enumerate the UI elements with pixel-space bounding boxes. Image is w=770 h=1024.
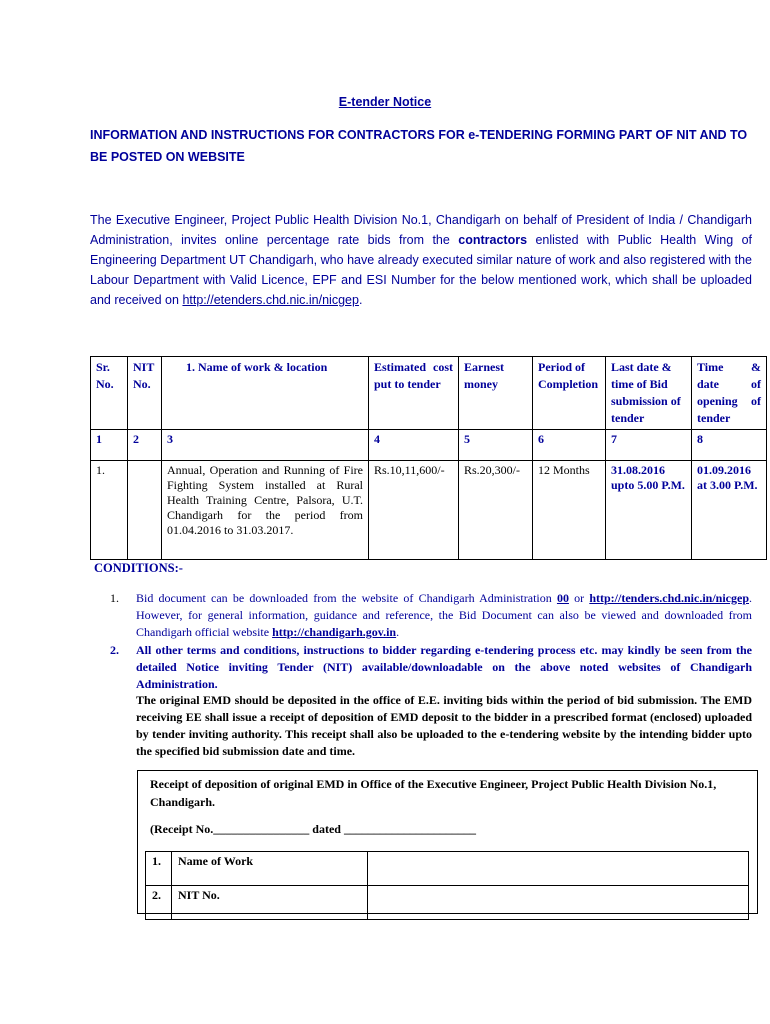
col-number: 2: [128, 430, 162, 461]
condition-number: 2.: [110, 643, 119, 657]
chandigarh-gov-link[interactable]: http://chandigarh.gov.in: [272, 625, 397, 639]
intro-paragraph: [90, 210, 752, 310]
table-row: [91, 461, 767, 560]
emd-paragraph: The original EMD should be deposited in the office of E.E. inviting bids within the period of bid submission. The EMD receiving EE shall issue a receipt of deposition of EMD deposit to the bidder in a prescribed format (enclosed) uploaded by tender inviting authority. This receipt shall also be uploaded to the e-tendering website by the intending bidder upto the specified bid submission date and time.: [136, 693, 752, 758]
col-number: 1: [91, 430, 128, 461]
col-number: 7: [606, 430, 692, 461]
receipt-row-label: Name of Work: [172, 852, 368, 886]
conditions-title: CONDITIONS:-: [94, 561, 183, 575]
receipt-row-num: 1.: [146, 852, 172, 886]
condition-text-part: .: [396, 625, 400, 639]
col-number: 3: [162, 430, 369, 461]
receipt-row-num: 2.: [146, 886, 172, 920]
table-header-row: [91, 357, 767, 430]
header-cost: Estimated cost put to tender: [369, 357, 459, 430]
condition-text: All other terms and conditions, instructions to bidder regarding e-tendering process etc. may kindly be seen from the detailed Notice inviting Tender (NIT) available/downloadable on the above noted websites of Chandigarh Administration.: [136, 643, 752, 691]
intro-bold: contractors: [458, 233, 528, 247]
condition-number: 1.: [110, 591, 119, 605]
cell-nit: [128, 461, 162, 560]
header-work: 1. Name of work & location: [162, 357, 369, 430]
cell-cost: Rs.10,11,600/-: [369, 461, 459, 560]
receipt-row-value[interactable]: [368, 852, 749, 886]
header-period: Period of Completion: [533, 357, 606, 430]
cell-work: Annual, Operation and Running of Fire Fighting System installed at Rural Health Training Centre, Palsora, U.T. Chandigarh for the period from 01.04.2016 to 31.03.2017.: [162, 461, 369, 560]
page-title: E-tender Notice: [338, 95, 432, 109]
condition-text-part: Bid document can be downloaded from the website of Chandigarh Administration: [136, 591, 557, 605]
intro-text-2: enlisted with Public Health Wing of Engineering Department UT Chandigarh, who have already executed similar nature of work and also registered with the Labour Department with Valid Licence, EPF and ESI Number for the below mentioned work, which shall be uploaded and received on: [90, 233, 752, 307]
condition-text: [136, 590, 752, 641]
header-sr: Sr. No.: [91, 357, 128, 430]
receipt-number-line: (Receipt No.________________ dated ______________________: [150, 822, 476, 836]
header-last-date: Last date & time of Bid submission of tender: [606, 357, 692, 430]
cell-period: 12 Months: [533, 461, 606, 560]
cell-opening: 01.09.2016 at 3.00 P.M.: [692, 461, 767, 560]
col-number: 4: [369, 430, 459, 461]
receipt-box: [137, 770, 758, 914]
cell-emd: Rs.20,300/-: [459, 461, 533, 560]
receipt-table: [145, 851, 749, 920]
cell-last-date: 31.08.2016 upto 5.00 P.M.: [606, 461, 692, 560]
table-row: [146, 886, 749, 920]
condition-2: [110, 642, 752, 693]
intro-end: .: [358, 293, 363, 307]
condition-1: [110, 590, 752, 641]
header-nit: NIT No.: [128, 357, 162, 430]
info-heading: INFORMATION AND INSTRUCTIONS FOR CONTRACTORS FOR e-TENDERING FORMING PART OF NIT AND TO BE POSTED ON WEBSITE: [90, 128, 748, 164]
tender-table: [90, 356, 767, 560]
table-row: [146, 852, 749, 886]
col-number: 5: [459, 430, 533, 461]
cell-sr: 1.: [91, 461, 128, 560]
condition-text-part: . However, for general information, guidance and reference, the Bid Document can also be viewed and downloaded from Chandigarh official website: [136, 591, 752, 639]
receipt-row-label: NIT No.: [172, 886, 368, 920]
receipt-title: Receipt of deposition of original EMD in Office of the Executive Engineer, Project Public Health Division No.1, Chandigarh.: [150, 777, 717, 809]
col-number: 8: [692, 430, 767, 461]
header-opening: Time & date of opening of tender: [692, 357, 767, 430]
condition-text-part: or: [568, 591, 590, 605]
condition-bold-number: 00: [556, 591, 569, 605]
table-number-row: [91, 430, 767, 461]
header-emd: Earnest money: [459, 357, 533, 430]
tenders-link[interactable]: http://tenders.chd.nic.in/nicgep: [589, 591, 749, 605]
intro-text-1: The Executive Engineer, Project Public Health Division No.1, Chandigarh on behalf of President of India / Chandigarh Administration, invites online percentage rate bids from the: [90, 213, 752, 247]
receipt-row-value[interactable]: [368, 886, 749, 920]
col-number: 6: [533, 430, 606, 461]
etenders-link[interactable]: http://etenders.chd.nic.in/nicgep: [182, 293, 359, 307]
